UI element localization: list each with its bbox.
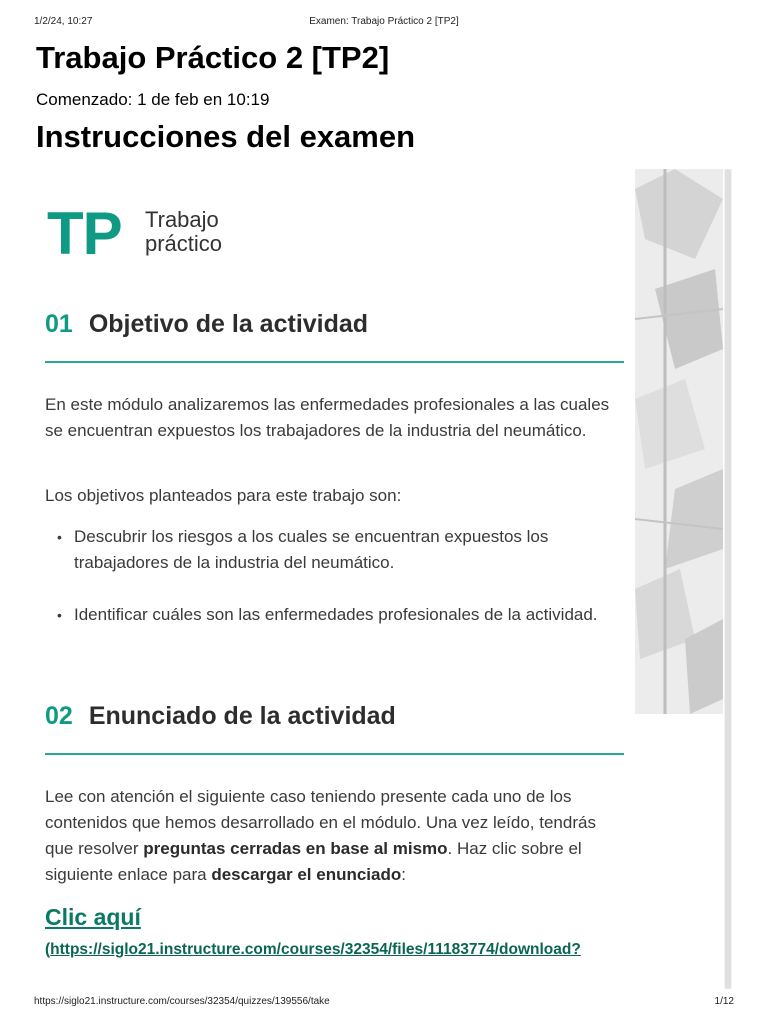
section-title: Enunciado de la actividad [88, 702, 396, 730]
tp-logo-line1: Trabajo [145, 207, 219, 232]
bullet-icon: • [57, 607, 62, 623]
section-divider [45, 753, 624, 755]
tp-logo-mark: TP [47, 200, 122, 267]
paragraph-text: . Haz clic sobre el siguiente enlace para [45, 839, 582, 884]
list-item-text: Descubrir los riesgos a los cuales se encuentran expuestos los trabajadores de la industria del neumático. [74, 527, 549, 572]
paragraph-bold-text: preguntas cerradas en base al mismo [143, 839, 448, 858]
print-datetime: 1/2/24, 10:27 [34, 16, 93, 27]
quiz-title: Trabajo Práctico 2 [TP2] [36, 40, 390, 75]
tp-logo-line2: práctico [145, 231, 223, 256]
print-doc-title: Examen: Trabajo Práctico 2 [TP2] [309, 16, 459, 27]
print-header [34, 16, 734, 30]
print-footer [34, 996, 734, 1010]
section-heading-objetivo [45, 307, 368, 341]
section-divider [45, 361, 624, 363]
paragraph-bold-text: descargar el enunciado [211, 865, 402, 884]
paragraph-text: : [401, 865, 406, 884]
tp-logo-text [145, 208, 222, 256]
page-number: 1/12 [714, 996, 734, 1007]
download-url-line [45, 939, 581, 961]
enunciado-paragraph [45, 784, 625, 888]
print-url: https://siglo21.instructure.com/courses/32354/quizzes/139556/take [34, 996, 330, 1007]
download-link[interactable]: Clic aquí [45, 904, 141, 930]
list-item-text: Identificar cuáles son las enfermedades profesionales de la actividad. [74, 605, 598, 624]
section-number: 02 [45, 702, 73, 730]
decorative-side-image [635, 169, 723, 714]
paragraph: Los objetivos planteados para este trabajo son: [45, 486, 402, 505]
scrollbar[interactable] [724, 169, 732, 989]
bullet-icon: • [57, 529, 62, 545]
url-open-paren: ( [45, 941, 51, 958]
download-url-link[interactable]: https://siglo21.instructure.com/courses/32354/files/11183774/download? [50, 941, 581, 958]
instructions-heading: Instrucciones del examen [36, 119, 416, 154]
section-title: Objetivo de la actividad [88, 310, 369, 338]
section-number: 01 [45, 310, 73, 338]
section-heading-enunciado [45, 699, 396, 733]
scrollbar-thumb[interactable] [725, 169, 731, 989]
started-timestamp: Comenzado: 1 de feb en 10:19 [36, 90, 270, 109]
paragraph-text: Lee con atención el siguiente caso teniendo presente cada uno de los contenidos que hemos desarrollado en el módulo. Una vez leído, tendrás que resolver [45, 787, 596, 858]
paragraph: En este módulo analizaremos las enfermedades profesionales a las cuales se encuentran expuestos los trabajadores de la industria del neumático. [45, 395, 610, 440]
